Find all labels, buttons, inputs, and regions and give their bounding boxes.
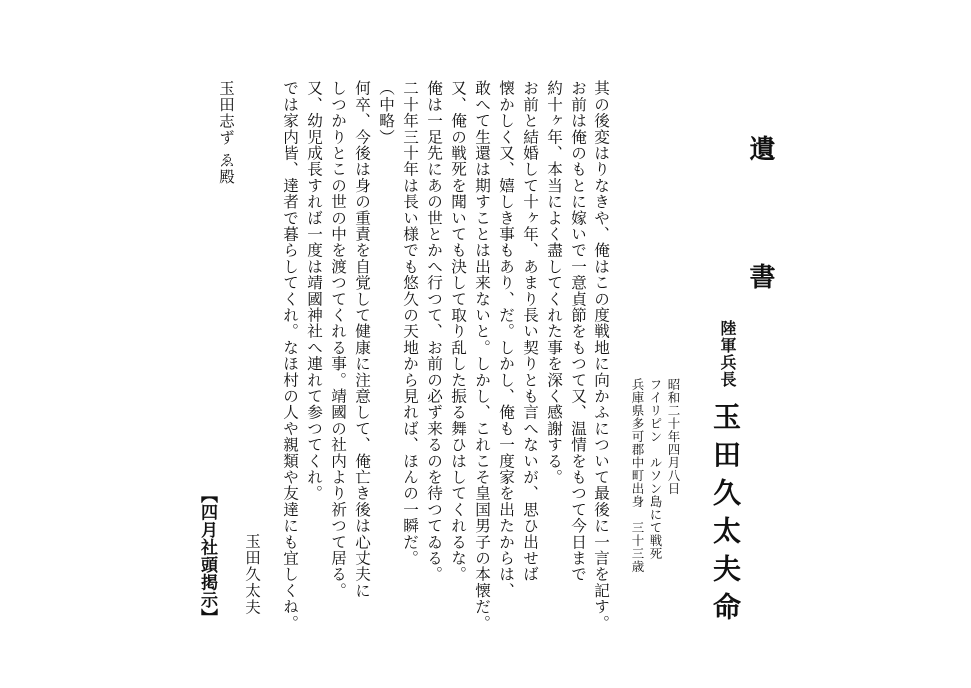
body-line: 懐かしく又、嬉しき事もあり、だ。しかし、俺も一度家を出たからは、 [497,80,515,599]
source-credit: 【四月社頭掲示】 [197,486,217,626]
body-line: 敢へて生還は期すことは出来ないと。しかし、これこそ皇国男子の本懐だ。 [473,80,491,631]
death-date: 昭和二十年四月八日 [666,378,681,495]
document-title: 遺 書 [745,135,775,327]
body-line: 俺は一足先にあの世とかへ行つて、お前の必ず来るのを待つてゐる。 [425,80,443,583]
body-line: お前と結婚して十ヶ年、あまり長い契りとも言へないが、思ひ出せば [521,80,539,583]
body-line: 二十年三十年は長い様でも悠久の天地から見れば、ほんの一瞬だ。 [401,80,419,566]
body-line: 又、俺の戦死を聞いても決して取り乱した振る舞ひはしてくれるな。 [449,80,467,583]
body-line: 又、幼児成長すれば一度は靖國神社へ連れて参つてくれ。 [305,80,323,502]
body-line: 何卒、今後は身の重責を自覚して健康に注意して、俺亡き後は心丈夫に [353,80,371,599]
author-rank: 陸軍兵長 [718,320,737,388]
body-line: では家内皆、達者で暮らしてくれ。なほ村の人や親類や友達にも宜しくね。 [281,80,299,631]
omitted-marker: （中略） [377,80,395,145]
body-line: お前は俺のもとに嫁いで一意貞節をもつて又、温情をもつて今日まで [569,80,587,583]
addressee: 玉田志ず ゑ殿 [217,80,235,185]
body-line: 其の後変はりなきや、俺はこの度戦地に向かふについて最後に一言を記す。 [592,80,610,631]
author-origin: 兵庫県多可郡中町出身 三十三歳 [630,378,645,573]
author-name: 玉田久太夫命 [709,402,742,630]
body-line: 約十ヶ年、本当によく盡してくれた事を深く感謝する。 [545,80,563,485]
signature: 玉田久太夫 [243,533,261,616]
death-location: フイリピン ルソン島にて戦死 [648,378,663,560]
body-line: しつかりとこの世の中を渡つてくれる事。靖國の社内より祈つて居る。 [329,80,347,599]
